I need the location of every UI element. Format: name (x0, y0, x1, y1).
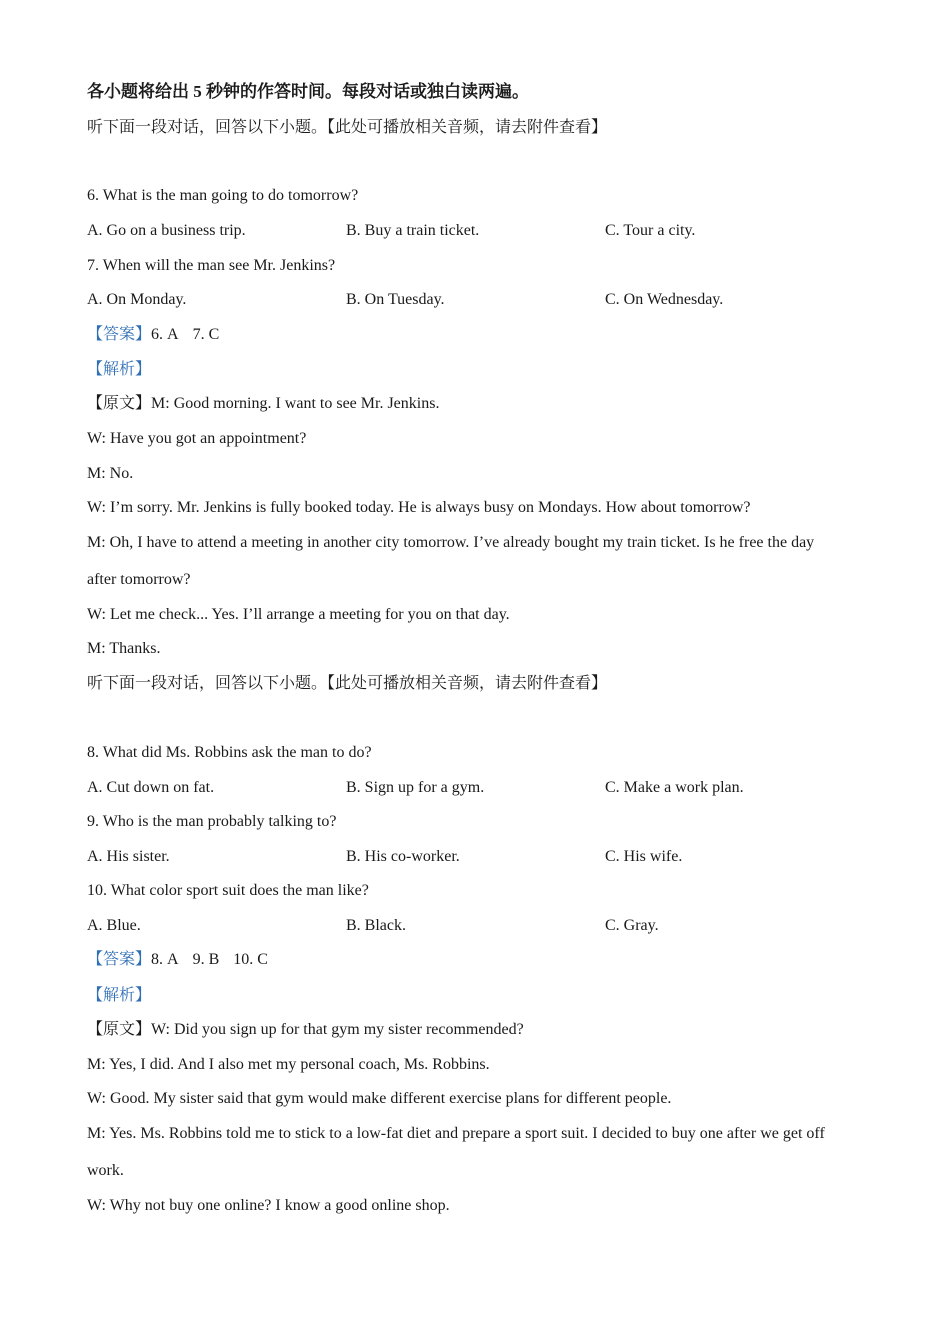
q7-option-c: C. On Wednesday. (605, 291, 724, 308)
q8-option-c: C. Make a work plan. (605, 779, 744, 796)
transcript-text: M: Good morning. I want to see Mr. Jenkins. (151, 395, 440, 412)
transcript-line: W: Good. My sister said that gym would make different exercise plans for different people. (87, 1090, 672, 1107)
question-8: 8. What did Ms. Robbins ask the man to do? (87, 744, 372, 761)
section1-intro: 听下面一段对话，回答以下小题。【此处可播放相关音频，请去附件查看】 (87, 119, 608, 136)
answer-tag: 【答案】 (87, 326, 152, 343)
question-9: 9. Who is the man probably talking to? (87, 813, 337, 830)
answer-line-1 (87, 325, 219, 345)
answer-tag: 【答案】 (87, 951, 152, 968)
instruction-heading: 各小题将给出 5 秒钟的作答时间。每段对话或独白读两遍。 (87, 82, 529, 101)
q9-option-c: C. His wife. (605, 848, 683, 865)
q10-option-b: B. Black. (346, 917, 406, 934)
answer-6: 6. A (151, 326, 179, 343)
answer-10: 10. C (233, 951, 268, 968)
q10-option-a: A. Blue. (87, 917, 141, 934)
analysis-tag: 【解析】 (87, 361, 152, 378)
transcript-tag: 【原文】 (87, 1021, 152, 1038)
answer-line-2 (87, 950, 268, 970)
transcript-line: M: Yes. Ms. Robbins told me to stick to a low-fat diet and prepare a sport suit. I decided to buy one after we get off (87, 1125, 825, 1142)
transcript-line: W: Let me check... Yes. I’ll arrange a meeting for you on that day. (87, 606, 510, 623)
analysis-tag: 【解析】 (87, 987, 152, 1004)
q6-option-c: C. Tour a city. (605, 222, 696, 239)
q6-option-b: B. Buy a train ticket. (346, 222, 480, 239)
q9-option-a: A. His sister. (87, 848, 170, 865)
transcript-line: M: No. (87, 465, 134, 482)
q8-option-b: B. Sign up for a gym. (346, 779, 485, 796)
answer-8: 8. A (151, 951, 179, 968)
question-7: 7. When will the man see Mr. Jenkins? (87, 257, 336, 274)
transcript-line (87, 1020, 524, 1040)
transcript-line: M: Yes, I did. And I also met my personal coach, Ms. Robbins. (87, 1056, 490, 1073)
transcript-line (87, 394, 439, 414)
q7-option-a: A. On Monday. (87, 291, 187, 308)
answer-7: 7. C (192, 326, 220, 343)
question-6: 6. What is the man going to do tomorrow? (87, 187, 359, 204)
question-10: 10. What color sport suit does the man like? (87, 882, 369, 899)
transcript-line: after tomorrow? (87, 571, 191, 588)
transcript-line: M: Thanks. (87, 640, 161, 657)
transcript-line: W: Have you got an appointment? (87, 430, 307, 447)
q10-option-c: C. Gray. (605, 917, 659, 934)
answer-9: 9. B (192, 951, 220, 968)
transcript-text: W: Did you sign up for that gym my sister recommended? (151, 1021, 524, 1038)
q7-option-b: B. On Tuesday. (346, 291, 445, 308)
transcript-tag: 【原文】 (87, 395, 152, 412)
section2-intro: 听下面一段对话，回答以下小题。【此处可播放相关音频，请去附件查看】 (87, 675, 608, 692)
q9-option-b: B. His co-worker. (346, 848, 460, 865)
transcript-line: M: Oh, I have to attend a meeting in another city tomorrow. I’ve already bought my train ticket. Is he free the day (87, 534, 815, 551)
q6-option-a: A. Go on a business trip. (87, 222, 246, 239)
transcript-line: W: Why not buy one online? I know a good online shop. (87, 1197, 450, 1214)
q8-option-a: A. Cut down on fat. (87, 779, 215, 796)
transcript-line: work. (87, 1162, 124, 1179)
transcript-line: W: I’m sorry. Mr. Jenkins is fully booked today. He is always busy on Mondays. How about tomorrow? (87, 499, 751, 516)
